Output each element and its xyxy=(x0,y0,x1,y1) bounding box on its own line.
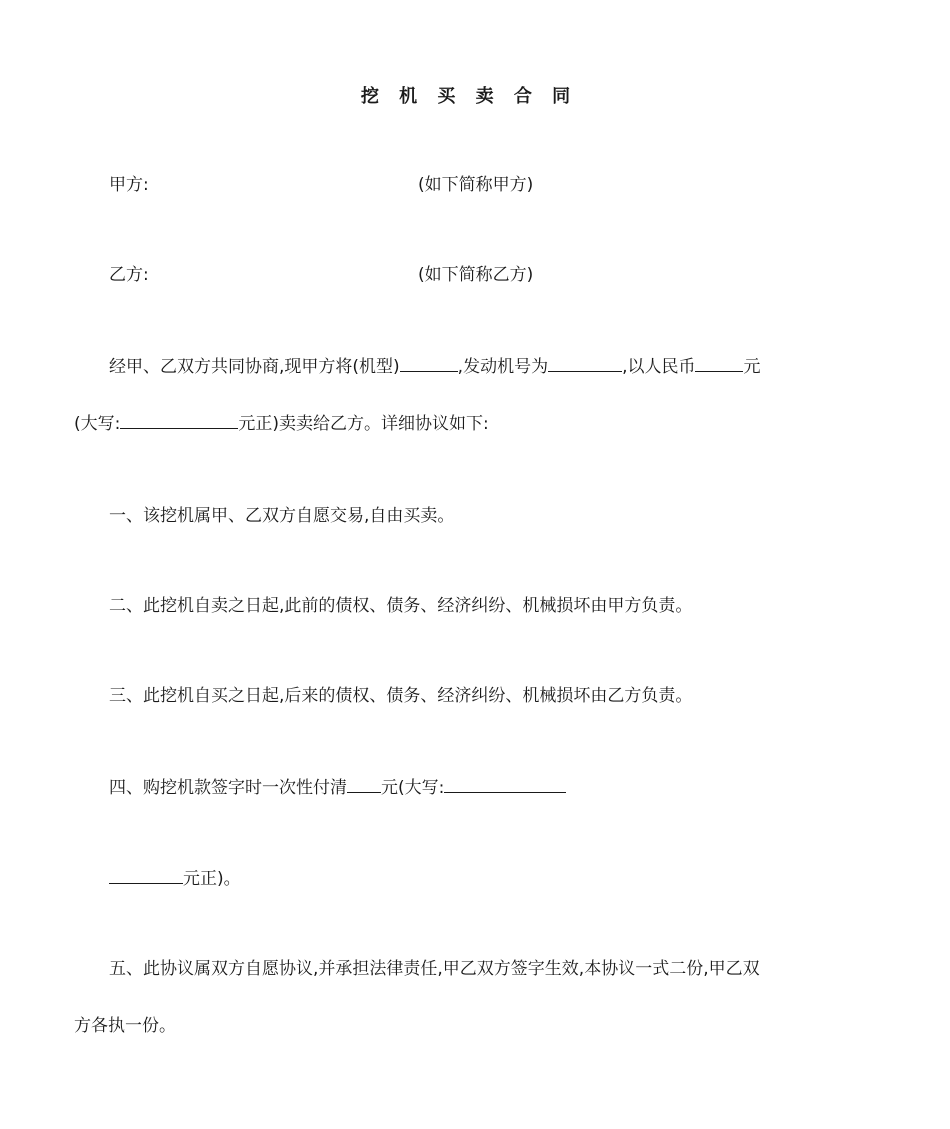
engine-number-blank[interactable] xyxy=(548,355,622,372)
price-blank[interactable] xyxy=(695,355,743,372)
contract-title: 挖 机 买 卖 合 同 xyxy=(360,86,578,107)
party-a-label: 甲方: xyxy=(109,175,149,195)
clause-5-line-1: 五、此协议属双方自愿协议,并承担法律责任,甲乙双方签字生效,本协议一式二份,甲乙双 xyxy=(109,959,760,979)
intro-text: 经甲、乙双方共同协商,现甲方将(机型) xyxy=(109,357,400,377)
model-blank[interactable] xyxy=(400,355,458,372)
party-a-note: (如下简称甲方) xyxy=(418,175,534,195)
payment-blank[interactable] xyxy=(347,776,381,793)
clause-4-line-1 xyxy=(109,776,566,799)
clause-4-text: 四、购挖机款签字时一次性付清 xyxy=(109,778,347,798)
payment-words-blank-cont[interactable] xyxy=(109,867,183,884)
intro-line-2 xyxy=(74,412,489,435)
clause-3: 三、此挖机自买之日起,后来的债权、债务、经济纠纷、机械损坏由乙方负责。 xyxy=(109,686,693,706)
clause-4-text: 元正)。 xyxy=(183,869,241,889)
party-b-note: (如下简称乙方) xyxy=(418,265,534,285)
payment-words-blank[interactable] xyxy=(444,776,566,793)
party-b-label: 乙方: xyxy=(109,265,149,285)
intro-line-1 xyxy=(109,355,760,378)
intro-text: ,发动机号为 xyxy=(457,357,549,377)
intro-text: (大写: xyxy=(74,414,121,434)
clause-4-line-2 xyxy=(109,867,241,890)
intro-text: 元正)卖卖给乙方。详细协议如下: xyxy=(238,414,489,434)
clause-1: 一、该挖机属甲、乙双方自愿交易,自由买卖。 xyxy=(109,506,455,526)
intro-text: 元 xyxy=(743,357,761,377)
intro-text: ,以人民币 xyxy=(622,357,696,377)
price-words-blank[interactable] xyxy=(120,412,238,429)
clause-5-line-2: 方各执一份。 xyxy=(74,1016,176,1036)
clause-4-text: 元(大写: xyxy=(381,778,445,798)
clause-2: 二、此挖机自卖之日起,此前的债权、债务、经济纠纷、机械损坏由甲方负责。 xyxy=(109,596,693,616)
